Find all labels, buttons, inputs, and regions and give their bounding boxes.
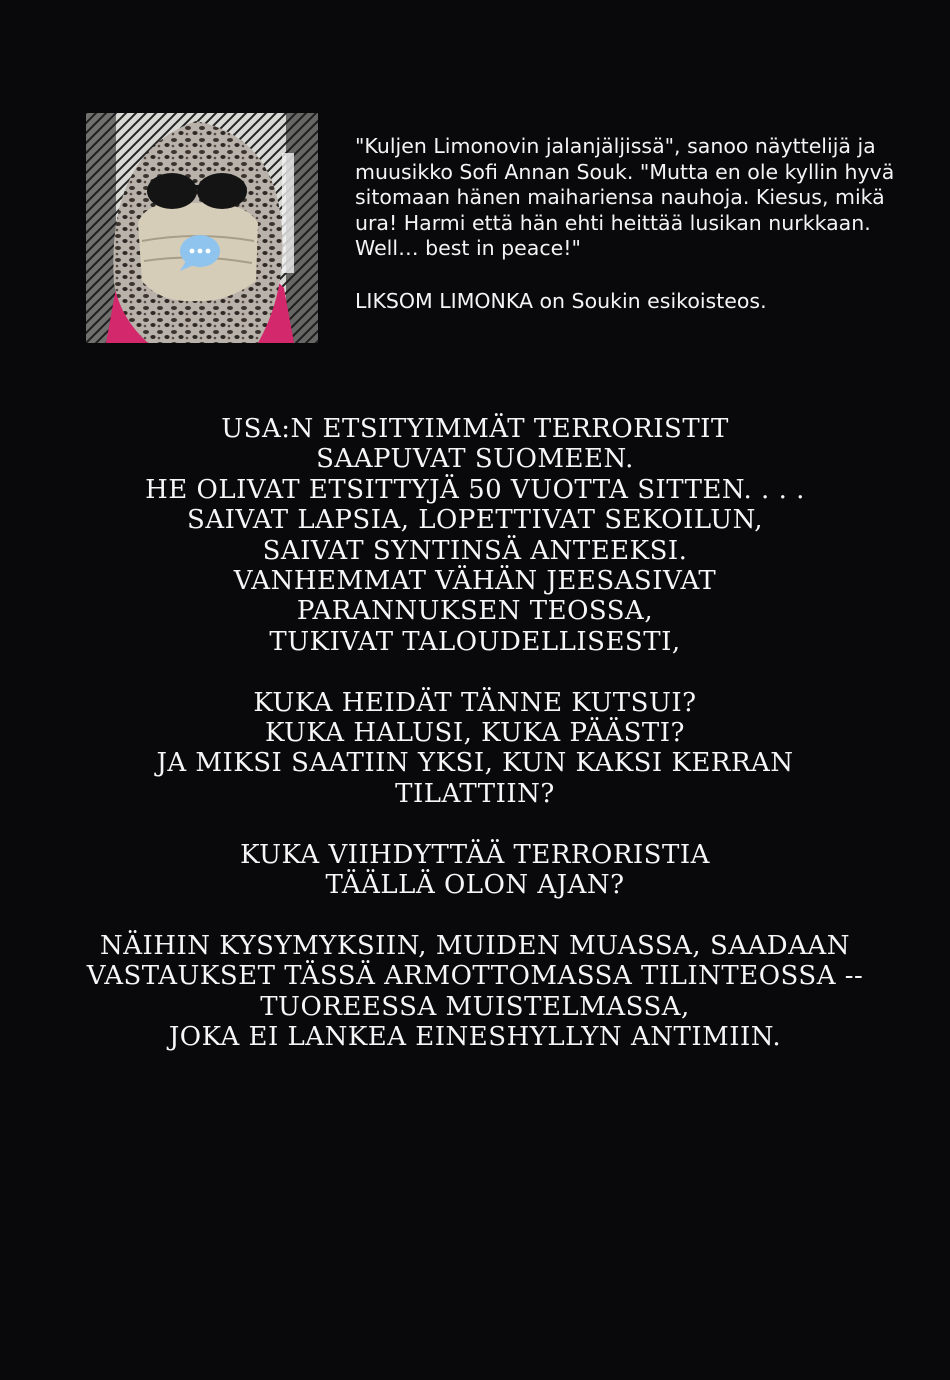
author-bio (355, 134, 895, 314)
blurb-line: USA:N ETSITYIMMÄT TERRORISTIT (221, 414, 729, 444)
blurb-line: JA MIKSI SAATIIN YKSI, KUN KAKSI KERRAN (156, 748, 794, 779)
blurb-stanza (0, 414, 950, 657)
blurb-stanza (0, 688, 950, 810)
back-cover-blurb (0, 414, 950, 1083)
author-portrait-masked-icon (86, 113, 318, 343)
blurb-line: VASTAUKSET TÄSSÄ ARMOTTOMASSA TILINTEOSSA -- (86, 961, 864, 992)
blurb-line: HE OLIVAT ETSITTYJÄ 50 VUOTTA SITTEN. . . . (145, 474, 805, 505)
blurb-stanza (0, 931, 950, 1053)
blurb-line: TUOREESSA MUISTELMASSA, (260, 991, 690, 1022)
blurb-line: SAAPUVAT SUOMEEN. (316, 444, 634, 475)
blurb-line: KUKA VIIHDYTTÄÄ TERRORISTIA (240, 839, 710, 870)
blurb-line: NÄIHIN KYSYMYKSIIN, MUIDEN MUASSA, SAADAAN (100, 930, 850, 961)
author-photo (86, 113, 318, 343)
blurb-line: SAIVAT SYNTINSÄ ANTEEKSI. (262, 535, 688, 566)
blurb-line: PARANNUKSEN TEOSSA, (296, 596, 654, 627)
blurb-stanza (0, 840, 950, 901)
blurb-line: TILATTIIN? (395, 778, 555, 809)
blurb-line: KUKA HALUSI, KUKA PÄÄSTI? (265, 718, 685, 749)
blurb-line: SAIVAT LAPSIA, LOPETTIVAT SEKOILUN, (187, 505, 763, 536)
author-bio-note: LIKSOM LIMONKA on Soukin esikoisteos. (355, 288, 767, 313)
blurb-line: VANHEMMAT VÄHÄN JEESASIVAT (233, 566, 717, 597)
blurb-line: TÄÄLLÄ OLON AJAN? (325, 870, 625, 901)
blurb-line: KUKA HEIDÄT TÄNNE KUTSUI? (253, 687, 697, 718)
blurb-line: JOKA EI LANKEA EINESHYLLYN ANTIMIIN. (168, 1022, 782, 1053)
author-bio-quote: "Kuljen Limonovin jalanjäljissä", sanoo näyttelijä ja muusikko Sofi Annan Souk. "Mutta en ole kyllin hyvä sitomaan hänen maihariensa nauhoja. Kiesus, mikä ura! Harmi että hän ehti heittää lusikan nurkkaan. Well… best in peace!" (355, 134, 895, 260)
blurb-line: TUKIVAT TALOUDELLISESTI, (269, 626, 681, 657)
